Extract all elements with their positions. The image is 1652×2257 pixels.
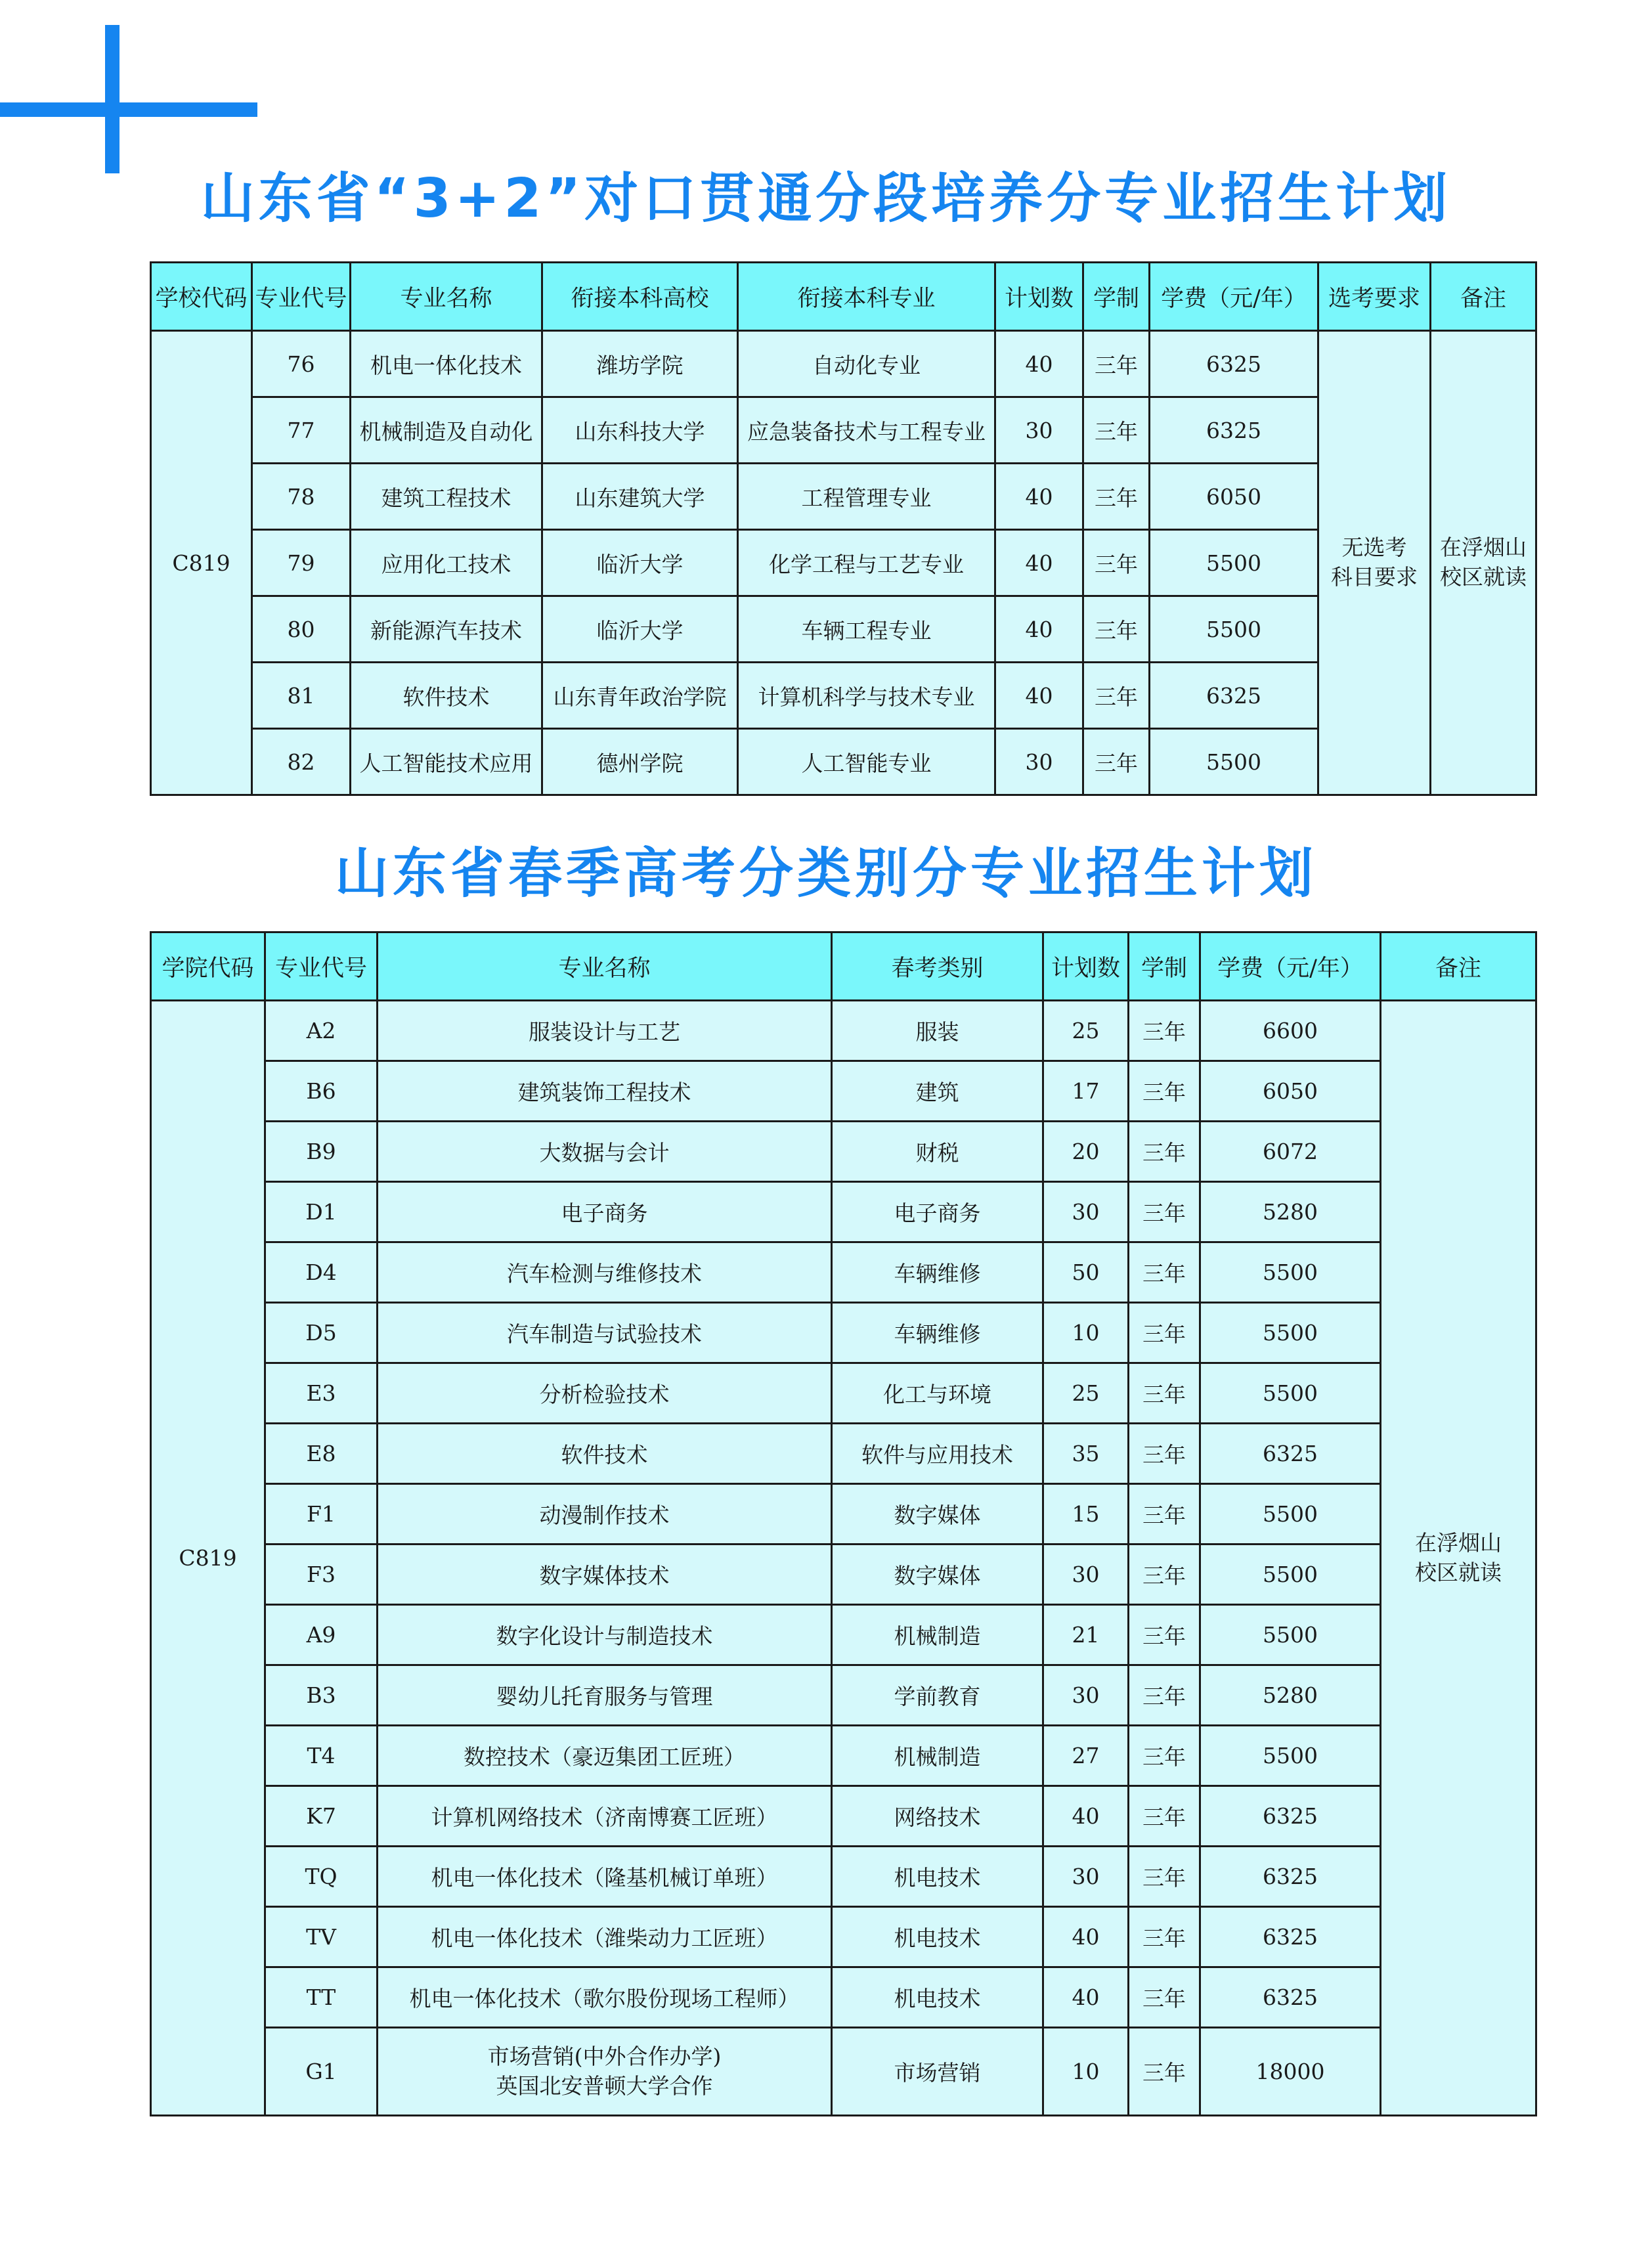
exam-category-cell: 数字媒体 (832, 1545, 1043, 1605)
undergrad-major-cell: 应急装备技术与工程专业 (738, 397, 995, 464)
exam-category-cell: 机械制造 (832, 1726, 1043, 1786)
table-row (151, 1363, 1536, 1424)
duration-cell: 三年 (1083, 663, 1150, 729)
major-code-cell: 76 (252, 331, 351, 397)
exam-category-cell: 网络技术 (832, 1786, 1043, 1847)
duration-cell: 三年 (1129, 1424, 1200, 1484)
major-name-cell: 新能源汽车技术 (351, 596, 542, 663)
exam-category-cell: 机械制造 (832, 1605, 1043, 1665)
column-header: 备注 (1381, 932, 1536, 1001)
note-cell-line: 在浮烟山 (1440, 535, 1527, 561)
fee-cell: 5500 (1200, 1303, 1381, 1363)
decorative-cross-horizontal (0, 102, 257, 117)
major-code-cell: TQ (265, 1847, 378, 1907)
fee-cell: 6050 (1200, 1061, 1381, 1122)
major-name-cell: 计算机网络技术（济南博赛工匠班） (378, 1786, 832, 1847)
quota-cell: 40 (1043, 1967, 1129, 2028)
table-row (151, 1182, 1536, 1242)
fee-cell: 6072 (1200, 1122, 1381, 1182)
major-code-cell: 78 (252, 464, 351, 530)
major-name-cell: 数控技术（豪迈集团工匠班） (378, 1726, 832, 1786)
exam-category-cell: 建筑 (832, 1061, 1043, 1122)
title-spring-exam-plan: 山东省春季高考分类别分专业招生计划 (334, 843, 1317, 905)
quota-cell: 40 (1043, 1786, 1129, 1847)
exam-requirement-cell-line: 科目要求 (1331, 564, 1418, 590)
major-code-cell: 77 (252, 397, 351, 464)
undergrad-major-cell: 人工智能专业 (738, 729, 995, 795)
column-header: 专业代号 (252, 263, 351, 331)
exam-category-cell: 机电技术 (832, 1967, 1043, 2028)
duration-cell: 三年 (1129, 1001, 1200, 1061)
exam-category-cell: 机电技术 (832, 1847, 1043, 1907)
major-name-cell: 机电一体化技术 (351, 331, 542, 397)
major-name-cell: 数字化设计与制造技术 (378, 1605, 832, 1665)
fee-cell: 6325 (1200, 1907, 1381, 1967)
fee-cell: 5500 (1200, 1545, 1381, 1605)
major-code-cell: A2 (265, 1001, 378, 1061)
major-code-cell: K7 (265, 1786, 378, 1847)
major-code-cell: 81 (252, 663, 351, 729)
university-cell: 山东青年政治学院 (542, 663, 738, 729)
major-code-cell: 82 (252, 729, 351, 795)
fee-cell: 6325 (1200, 1847, 1381, 1907)
major-code-cell: F1 (265, 1484, 378, 1545)
major-name-cell: 动漫制作技术 (378, 1484, 832, 1545)
table-row (151, 1484, 1536, 1545)
duration-cell: 三年 (1083, 331, 1150, 397)
column-header: 学制 (1083, 263, 1150, 331)
duration-cell: 三年 (1083, 464, 1150, 530)
table-header-row (151, 263, 1536, 331)
fee-cell: 5280 (1200, 1182, 1381, 1242)
duration-cell: 三年 (1083, 530, 1150, 596)
duration-cell: 三年 (1129, 1122, 1200, 1182)
undergrad-major-cell: 化学工程与工艺专业 (738, 530, 995, 596)
quota-cell: 40 (995, 596, 1083, 663)
quota-cell: 30 (1043, 1847, 1129, 1907)
university-cell: 山东科技大学 (542, 397, 738, 464)
quota-cell: 40 (995, 663, 1083, 729)
undergrad-major-cell: 工程管理专业 (738, 464, 995, 530)
table-row (151, 2028, 1536, 2116)
major-name-cell: 人工智能技术应用 (351, 729, 542, 795)
quota-cell: 17 (1043, 1061, 1129, 1122)
duration-cell: 三年 (1083, 596, 1150, 663)
quota-cell: 30 (1043, 1545, 1129, 1605)
university-cell: 山东建筑大学 (542, 464, 738, 530)
column-header: 计划数 (995, 263, 1083, 331)
major-name-cell: 服装设计与工艺 (378, 1001, 832, 1061)
fee-cell: 5500 (1200, 1242, 1381, 1303)
table-3plus2-plan (150, 261, 1537, 796)
major-name-cell: 机电一体化技术（歌尔股份现场工程师） (378, 1967, 832, 2028)
major-code-cell: T4 (265, 1726, 378, 1786)
major-name-cell: 汽车制造与试验技术 (378, 1303, 832, 1363)
exam-category-cell: 车辆维修 (832, 1242, 1043, 1303)
fee-cell: 5500 (1150, 729, 1318, 795)
major-name-cell: 建筑工程技术 (351, 464, 542, 530)
column-header: 专业代号 (265, 932, 378, 1001)
column-header: 专业名称 (378, 932, 832, 1001)
quota-cell: 25 (1043, 1363, 1129, 1424)
table-row (151, 1907, 1536, 1967)
duration-cell: 三年 (1129, 2028, 1200, 2116)
major-code-cell: B9 (265, 1122, 378, 1182)
undergrad-major-cell: 自动化专业 (738, 331, 995, 397)
table-row (151, 1303, 1536, 1363)
duration-cell: 三年 (1129, 1665, 1200, 1726)
major-code-cell: G1 (265, 2028, 378, 2116)
major-code-cell: B3 (265, 1665, 378, 1726)
exam-requirement-cell (1318, 331, 1431, 795)
fee-cell: 18000 (1200, 2028, 1381, 2116)
table-row (151, 1424, 1536, 1484)
fee-cell: 6600 (1200, 1001, 1381, 1061)
exam-category-cell: 软件与应用技术 (832, 1424, 1043, 1484)
column-header: 春考类别 (832, 932, 1043, 1001)
column-header: 备注 (1431, 263, 1536, 331)
column-header: 学院代码 (151, 932, 265, 1001)
major-name-cell: 应用化工技术 (351, 530, 542, 596)
duration-cell: 三年 (1129, 1967, 1200, 2028)
major-name-cell: 数字媒体技术 (378, 1545, 832, 1605)
university-cell: 潍坊学院 (542, 331, 738, 397)
major-name-cell: 汽车检测与维修技术 (378, 1242, 832, 1303)
duration-cell: 三年 (1083, 729, 1150, 795)
column-header: 选考要求 (1318, 263, 1431, 331)
major-code-cell: A9 (265, 1605, 378, 1665)
table-row (151, 1726, 1536, 1786)
duration-cell: 三年 (1129, 1726, 1200, 1786)
quota-cell: 40 (995, 331, 1083, 397)
major-name-cell: 软件技术 (378, 1424, 832, 1484)
column-header: 学制 (1129, 932, 1200, 1001)
duration-cell: 三年 (1129, 1303, 1200, 1363)
fee-cell: 5500 (1200, 1605, 1381, 1665)
quota-cell: 15 (1043, 1484, 1129, 1545)
table-row (151, 1665, 1536, 1726)
duration-cell: 三年 (1129, 1545, 1200, 1605)
undergrad-major-cell: 计算机科学与技术专业 (738, 663, 995, 729)
major-code-cell: TT (265, 1967, 378, 2028)
column-header: 学费（元/年） (1200, 932, 1381, 1001)
exam-category-cell: 电子商务 (832, 1182, 1043, 1242)
quota-cell: 30 (1043, 1182, 1129, 1242)
duration-cell: 三年 (1083, 397, 1150, 464)
column-header: 学费（元/年） (1150, 263, 1318, 331)
university-cell: 德州学院 (542, 729, 738, 795)
fee-cell: 6325 (1200, 1786, 1381, 1847)
duration-cell: 三年 (1129, 1061, 1200, 1122)
fee-cell: 6325 (1200, 1424, 1381, 1484)
major-code-cell: F3 (265, 1545, 378, 1605)
exam-category-cell: 财税 (832, 1122, 1043, 1182)
table-row (151, 1786, 1536, 1847)
major-code-cell: 79 (252, 530, 351, 596)
quota-cell: 40 (1043, 1907, 1129, 1967)
column-header: 衔接本科专业 (738, 263, 995, 331)
note-cell-line: 校区就读 (1415, 1559, 1502, 1585)
fee-cell: 5500 (1200, 1484, 1381, 1545)
fee-cell: 6050 (1150, 464, 1318, 530)
major-name-cell: 婴幼儿托育服务与管理 (378, 1665, 832, 1726)
quota-cell: 30 (1043, 1665, 1129, 1726)
table-row (151, 1545, 1536, 1605)
major-name-cell-line: 市场营销(中外合作办学) (487, 2043, 722, 2069)
table-row (151, 331, 1536, 397)
exam-category-cell: 市场营销 (832, 2028, 1043, 2116)
major-name-cell: 电子商务 (378, 1182, 832, 1242)
major-code-cell: E3 (265, 1363, 378, 1424)
table-row (151, 1242, 1536, 1303)
quota-cell: 40 (995, 530, 1083, 596)
exam-category-cell: 服装 (832, 1001, 1043, 1061)
table-header-row (151, 932, 1536, 1001)
quota-cell: 40 (995, 464, 1083, 530)
duration-cell: 三年 (1129, 1363, 1200, 1424)
fee-cell: 6325 (1150, 663, 1318, 729)
major-code-cell: TV (265, 1907, 378, 1967)
duration-cell: 三年 (1129, 1847, 1200, 1907)
column-header: 计划数 (1043, 932, 1129, 1001)
major-code-cell: D4 (265, 1242, 378, 1303)
exam-category-cell: 数字媒体 (832, 1484, 1043, 1545)
duration-cell: 三年 (1129, 1484, 1200, 1545)
fee-cell: 6325 (1200, 1967, 1381, 2028)
undergrad-major-cell: 车辆工程专业 (738, 596, 995, 663)
university-cell: 临沂大学 (542, 596, 738, 663)
duration-cell: 三年 (1129, 1242, 1200, 1303)
quota-cell: 25 (1043, 1001, 1129, 1061)
major-name-cell: 机械制造及自动化 (351, 397, 542, 464)
exam-category-cell: 化工与环境 (832, 1363, 1043, 1424)
major-name-cell (378, 2028, 832, 2116)
duration-cell: 三年 (1129, 1907, 1200, 1967)
exam-category-cell: 学前教育 (832, 1665, 1043, 1726)
note-cell (1381, 1001, 1536, 2116)
quota-cell: 30 (995, 729, 1083, 795)
table-row (151, 1122, 1536, 1182)
table-row (151, 1847, 1536, 1907)
table-row (151, 1061, 1536, 1122)
exam-requirement-cell-line: 无选考 (1341, 535, 1407, 561)
duration-cell: 三年 (1129, 1786, 1200, 1847)
major-code-cell: B6 (265, 1061, 378, 1122)
quota-cell: 10 (1043, 1303, 1129, 1363)
school-code-cell: C819 (151, 1001, 265, 2116)
note-cell-line: 在浮烟山 (1415, 1529, 1502, 1556)
table-row (151, 1605, 1536, 1665)
major-code-cell: 80 (252, 596, 351, 663)
duration-cell: 三年 (1129, 1605, 1200, 1665)
decorative-cross-vertical (105, 25, 120, 173)
duration-cell: 三年 (1129, 1182, 1200, 1242)
quota-cell: 30 (995, 397, 1083, 464)
major-name-cell: 大数据与会计 (378, 1122, 832, 1182)
exam-category-cell: 机电技术 (832, 1907, 1043, 1967)
fee-cell: 6325 (1150, 331, 1318, 397)
column-header: 专业名称 (351, 263, 542, 331)
major-name-cell: 机电一体化技术（潍柴动力工匠班） (378, 1907, 832, 1967)
major-code-cell: E8 (265, 1424, 378, 1484)
major-name-cell: 分析检验技术 (378, 1363, 832, 1424)
quota-cell: 27 (1043, 1726, 1129, 1786)
table-row (151, 1967, 1536, 2028)
fee-cell: 5500 (1200, 1726, 1381, 1786)
exam-category-cell: 车辆维修 (832, 1303, 1043, 1363)
fee-cell: 6325 (1150, 397, 1318, 464)
title-3plus2-plan: 山东省“3+2”对口贯通分段培养分专业招生计划 (200, 167, 1452, 230)
fee-cell: 5500 (1200, 1363, 1381, 1424)
quota-cell: 21 (1043, 1605, 1129, 1665)
major-code-cell: D1 (265, 1182, 378, 1242)
fee-cell: 5500 (1150, 596, 1318, 663)
university-cell: 临沂大学 (542, 530, 738, 596)
fee-cell: 5280 (1200, 1665, 1381, 1726)
column-header: 衔接本科高校 (542, 263, 738, 331)
major-name-cell: 软件技术 (351, 663, 542, 729)
major-name-cell: 建筑装饰工程技术 (378, 1061, 832, 1122)
note-cell (1431, 331, 1536, 795)
major-name-cell: 机电一体化技术（隆基机械订单班） (378, 1847, 832, 1907)
school-code-cell: C819 (151, 331, 252, 795)
major-code-cell: D5 (265, 1303, 378, 1363)
table-row (151, 1001, 1536, 1061)
major-name-cell-line: 英国北安普顿大学合作 (496, 2072, 713, 2099)
note-cell-line: 校区就读 (1440, 564, 1527, 590)
quota-cell: 50 (1043, 1242, 1129, 1303)
column-header: 学校代码 (151, 263, 252, 331)
quota-cell: 35 (1043, 1424, 1129, 1484)
quota-cell: 10 (1043, 2028, 1129, 2116)
fee-cell: 5500 (1150, 530, 1318, 596)
table-spring-exam-plan (150, 931, 1537, 2116)
quota-cell: 20 (1043, 1122, 1129, 1182)
